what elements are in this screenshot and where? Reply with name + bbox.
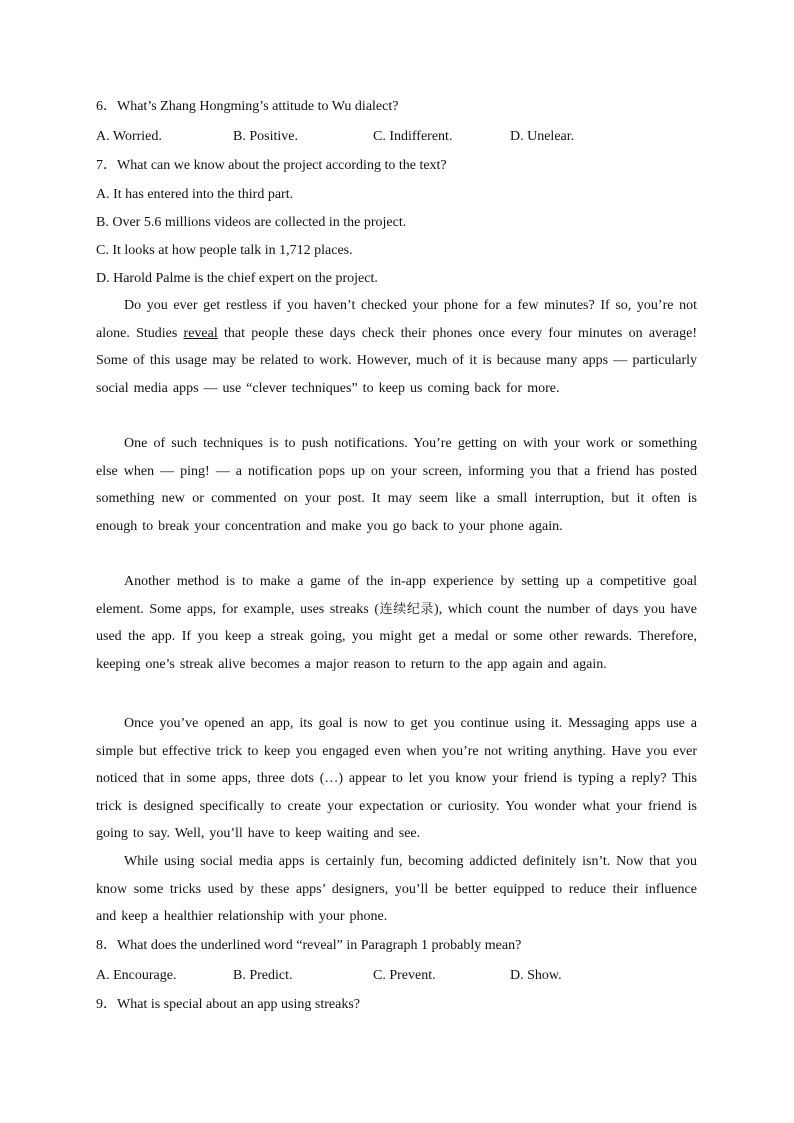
option-c: C. Indifferent. [373,129,453,144]
question-9-stem: 9．What is special about an app using streaks? [96,997,360,1012]
option-d: D. Show. [510,968,562,983]
question-6-stem: 6．What’s Zhang Hongming’s attitude to Wu dialect? [96,99,399,114]
passage-paragraph-2: One of such techniques is to push notifications. You’re getting on with your work or something else when — ping! — a notification pops up on your screen, informing you that a friend has posted something new or commented on your post. It may seem like a small interruption, but it often is enough to break your concentration and make you go back to your phone again. [96,436,697,534]
option-d: D. Unelear. [510,129,575,144]
question-8-stem: 8．What does the underlined word “reveal” in Paragraph 1 probably mean? [96,938,522,953]
question-7-stem: 7．What can we know about the project according to the text? [96,158,447,173]
question-7-option-a: A. It has entered into the third part. [96,187,294,202]
paragraph-3-text-end: ), which count the number of days you have used the app. If you keep a streak going, you might get a medal or some other rewards. Therefore, keeping one’s streak alive becomes a major reason to return to the app again and again. [96,601,697,672]
paragraph-3-text-start: Another method is to make a game of the in-app experience by setting up a competitive goal element. Some apps, for example, uses streaks ( [96,574,697,617]
option-b: B. Predict. [233,968,293,983]
paragraph-1-text-start: Do you ever get restless if you haven’t checked your phone for a few minutes? If so, you’re not alone. Studies [96,298,697,341]
question-7-option-d: D. Harold Palme is the chief expert on the project. [96,271,378,286]
chinese-gloss: 连续纪录 [379,601,435,617]
passage-paragraph-4: Once you’ve opened an app, its goal is now to get you continue using it. Messaging apps use a simple but effective trick to keep you engaged even when you’re not writing anything. Have you ever noticed that in some apps, three dots (…) appear to let you know your friend is typing a reply? This trick is designed specifically to create your expectation or curiosity. You wonder what your friend is going to say. Well, you’ll have to keep waiting and see. [96,716,697,842]
question-6-options [96,128,698,146]
option-a: A. Encourage. [96,968,177,983]
question-7-option-b: B. Over 5.6 millions videos are collected in the project. [96,215,407,230]
option-c: C. Prevent. [373,968,436,983]
option-a: A. Worried. [96,129,162,144]
paragraph-1-text-end: that people these days check their phones once every four minutes on average! Some of this usage may be related to work. However, much of it is because many apps — particularly social media apps — use “clever techniques” to keep us coming back for more. [96,325,697,396]
passage-paragraph-5: While using social media apps is certainly fun, becoming addicted definitely isn’t. Now that you know some tricks used by these apps’ designers, you’ll be better equipped to reduce their influence and keep a healthier relationship with your phone. [96,854,697,925]
question-7-option-c: C. It looks at how people talk in 1,712 places. [96,243,353,258]
passage-paragraph-3 [96,568,697,678]
passage-paragraph-1 [96,292,697,402]
underlined-word-reveal: reveal [183,325,218,341]
option-b: B. Positive. [233,129,298,144]
question-8-options [96,967,698,985]
